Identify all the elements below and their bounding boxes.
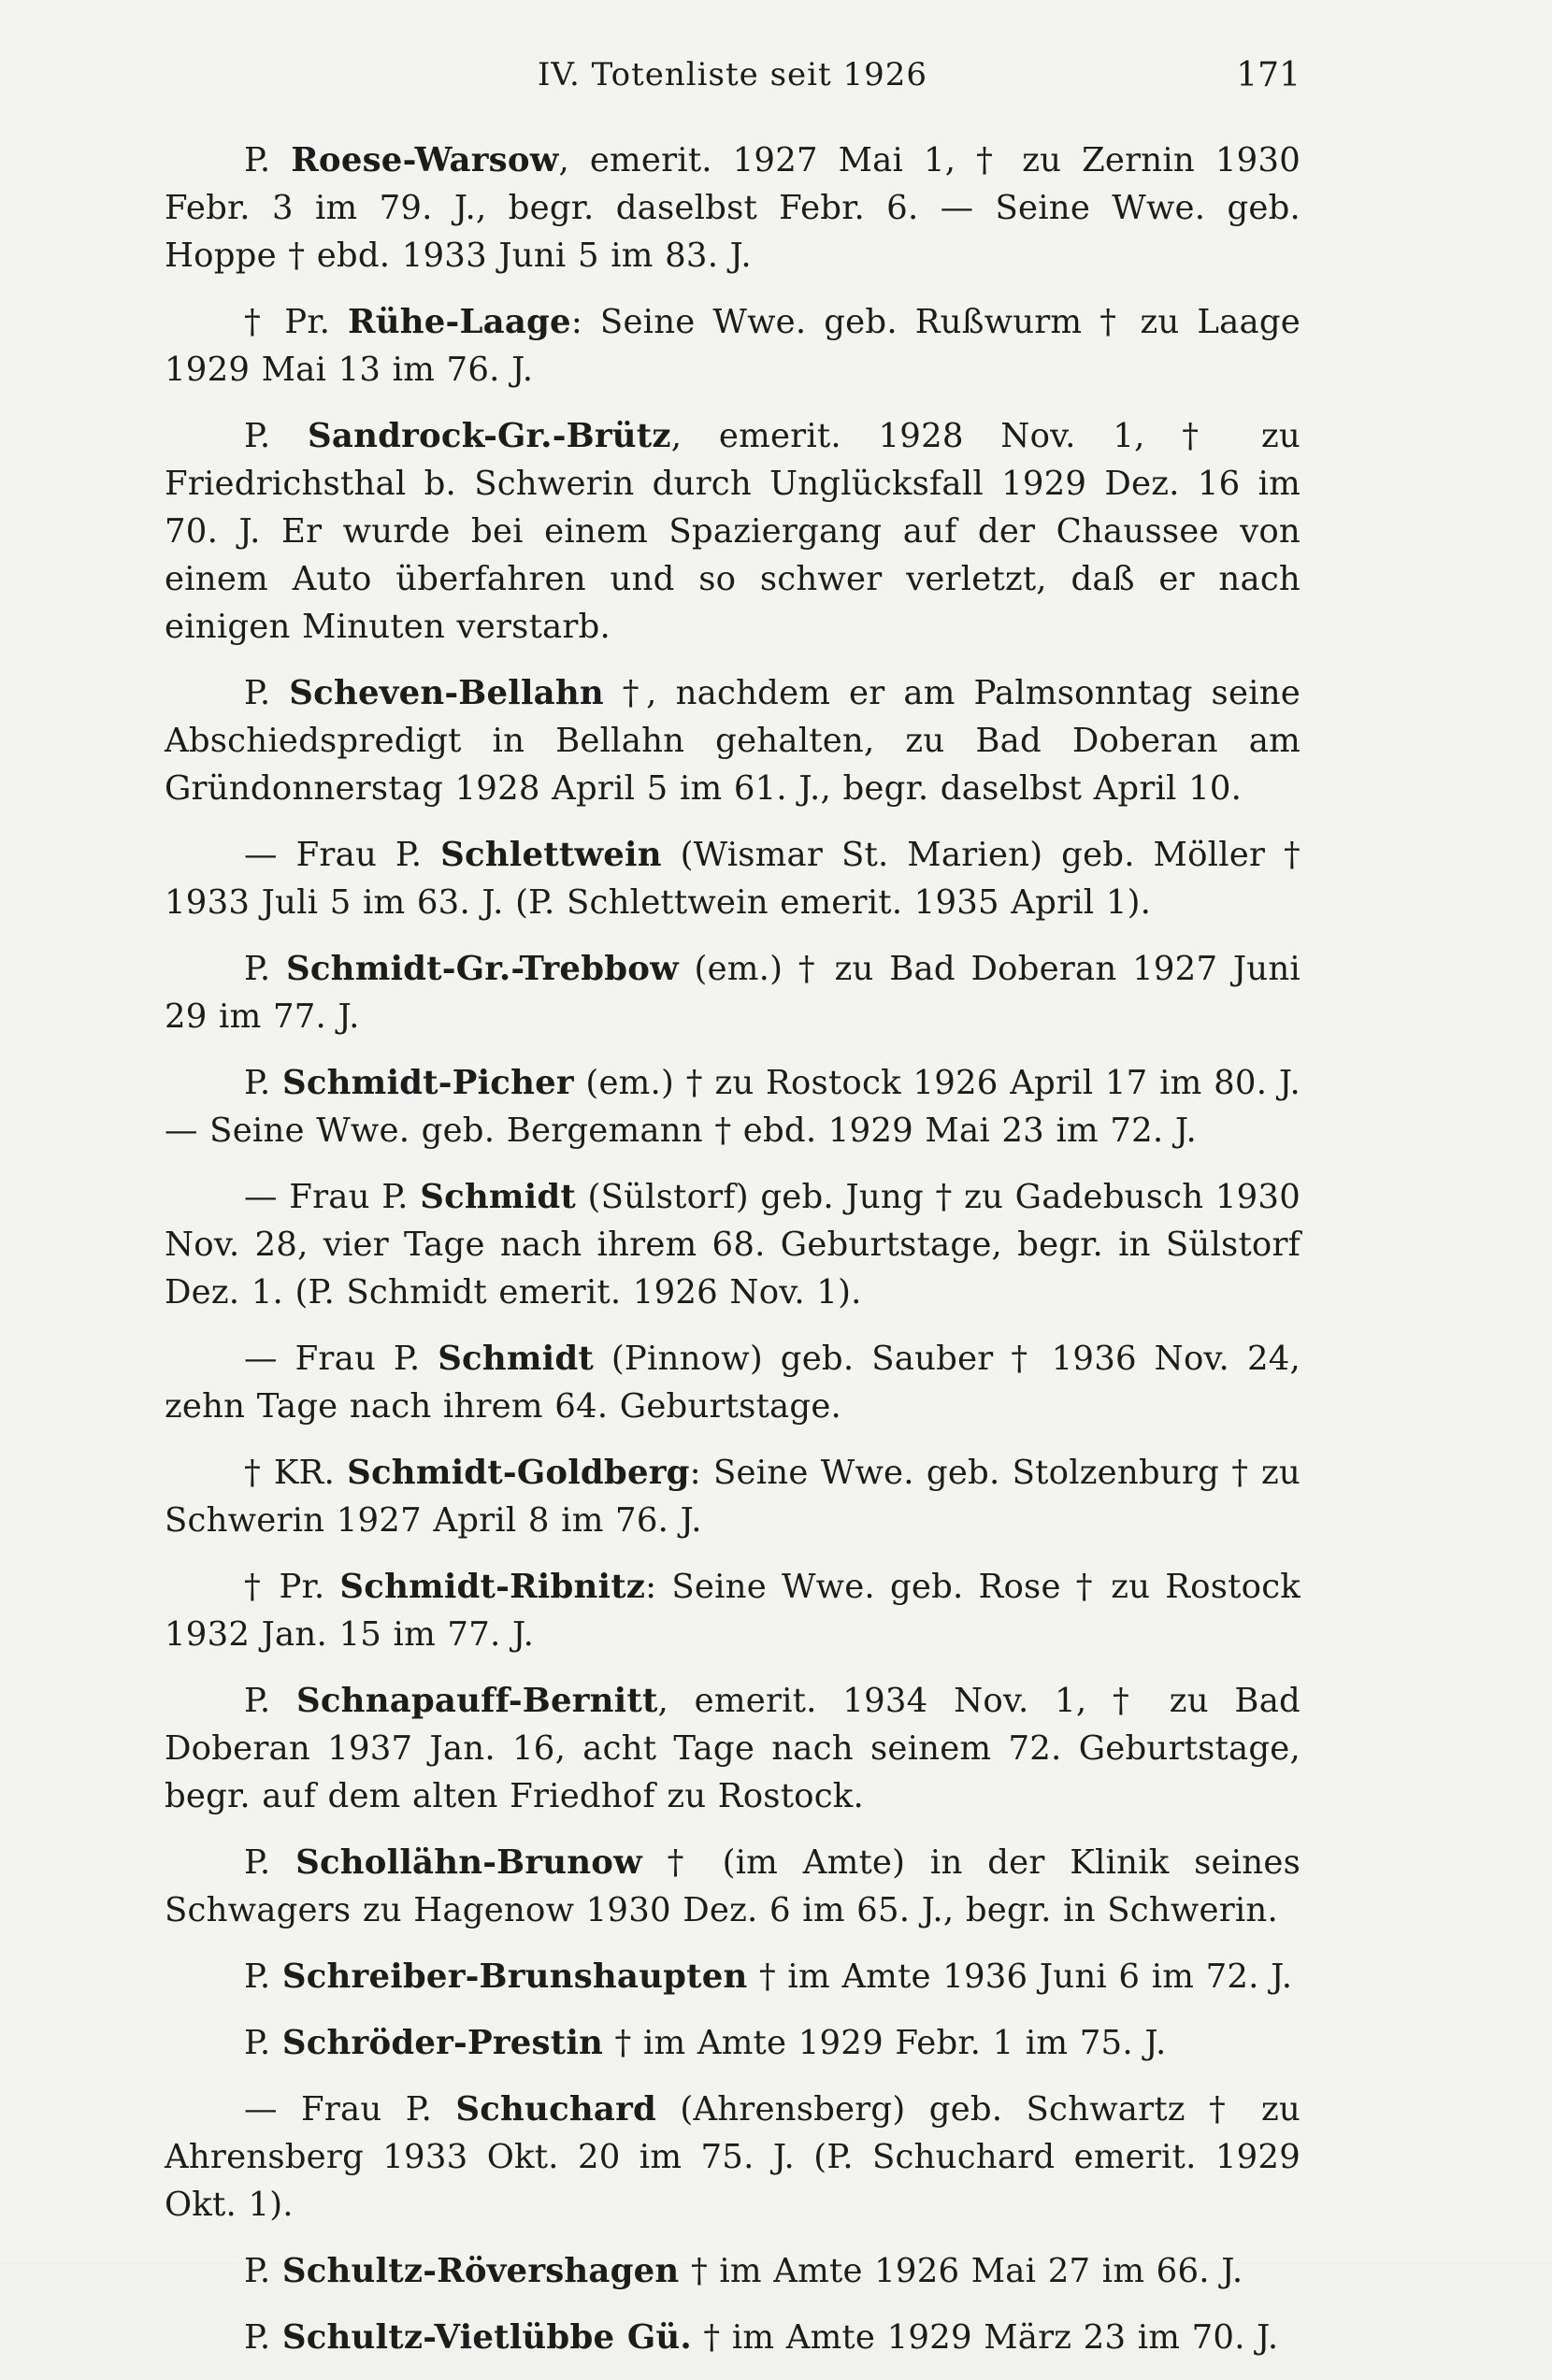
entry-text: (Ahrensberg) geb. Schwartz † zu Ahrensberg 1933 Okt. 20 im 75. J. (P. Schuchard emerit. 1929 Okt. 1). (165, 2090, 1301, 2224)
page-number: 171 (1236, 56, 1301, 94)
entry-name: Schmidt (438, 1340, 594, 1378)
entry-prefix: † KR. (244, 1454, 348, 1492)
entry-prefix: † Pr. (244, 303, 349, 341)
entry-prefix: P. (244, 1064, 283, 1102)
entry-prefix: — Frau P. (244, 1340, 438, 1378)
obituary-entry (165, 1173, 1301, 1316)
entry-text: : Seine Wwe. geb. Stolzenburg † zu Schwerin 1927 April 8 im 76. J. (165, 1454, 1301, 1540)
entry-name: Schnapauff-Bernitt (296, 1682, 658, 1720)
obituary-list (165, 136, 1301, 2380)
page-header (165, 56, 1301, 103)
entry-prefix: P. (244, 2252, 282, 2290)
entry-text: , emerit. 1934 Nov. 1, † zu Bad Doberan 1937 Jan. 16, acht Tage nach seinem 72. Geburtstage, begr. auf dem alten Friedhof zu Rostock. (165, 1682, 1301, 1815)
entry-name: Schuchard (455, 2090, 657, 2129)
entry-name: Schollähn-Brunow (295, 1843, 642, 1882)
obituary-entry (165, 1677, 1301, 1820)
obituary-entry (165, 298, 1301, 394)
entry-prefix: P. (244, 674, 290, 712)
entry-prefix: P. (244, 950, 287, 988)
obituary-entry (165, 945, 1301, 1040)
entry-text: , emerit. 1927 Mai 1, † zu Zernin 1930 Febr. 3 im 79. J., begr. daselbst Febr. 6. — Seine Wwe. geb. Hoppe † ebd. 1933 Juni 5 im 83. J. (165, 141, 1301, 275)
obituary-entry (165, 2019, 1301, 2067)
entry-text: (em.) † zu Bad Doberan 1927 Juni 29 im 77. J. (165, 950, 1301, 1036)
entry-prefix: P. (244, 1843, 296, 1882)
entry-text: † im Amte 1926 Mai 27 im 66. J. (679, 2252, 1243, 2290)
entry-prefix: — Frau P. (244, 836, 441, 874)
entry-text: † im Amte 1929 März 23 im 70. J. (691, 2318, 1279, 2357)
entry-name: Schreiber-Brunshaupten (281, 1957, 748, 1996)
entry-prefix: — Frau P. (244, 2090, 456, 2129)
entry-name: Rühe-Laage (348, 303, 571, 341)
entry-prefix: — Frau P. (244, 1178, 421, 1216)
obituary-entry (165, 1563, 1301, 1658)
entry-text: †, nachdem er am Palmsonntag seine Abschiedspredigt in Bellahn gehalten, zu Bad Doberan am Gründonnerstag 1928 April 5 im 61. J., begr. daselbst April 10. (165, 674, 1301, 808)
obituary-entry (165, 1059, 1301, 1154)
entry-name: Schmidt (420, 1178, 576, 1216)
obituary-entry (165, 136, 1301, 280)
entry-prefix: † Pr. (244, 1568, 340, 1606)
entry-prefix: P. (244, 1957, 282, 1996)
obituary-entry (165, 412, 1301, 651)
entry-text: † im Amte 1936 Juni 6 im 72. J. (747, 1957, 1293, 1996)
entry-text: (Wismar St. Marien) geb. Möller † 1933 Juli 5 im 63. J. (P. Schlettwein emerit. 1935 April 1). (165, 836, 1301, 922)
entry-text: (Sülstorf) geb. Jung † zu Gadebusch 1930 Nov. 28, vier Tage nach ihrem 68. Geburtstage, begr. in Sülstorf Dez. 1. (P. Schmidt emerit. 1926 Nov. 1). (165, 1178, 1301, 1312)
entry-text: (em.) † zu Rostock 1926 April 17 im 80. J. — Seine Wwe. geb. Bergemann † ebd. 1929 Mai 23 im 72. J. (165, 1064, 1301, 1150)
entry-name: Schmidt-Gr.-Trebbow (286, 950, 679, 988)
entry-name: Scheven-Bellahn (289, 674, 604, 712)
entry-name: Schultz-Rövershagen (281, 2252, 680, 2290)
entry-name: Schultz-Vietlübbe Gü. (281, 2318, 692, 2357)
obituary-entry (165, 669, 1301, 812)
entry-name: Schlettwein (440, 836, 662, 874)
obituary-entry (165, 2314, 1301, 2361)
entry-text: † im Amte 1929 Febr. 1 im 75. J. (603, 2024, 1167, 2062)
entry-name: Schmidt-Picher (282, 1064, 574, 1102)
entry-text: , emerit. 1928 Nov. 1, † zu Friedrichsthal b. Schwerin durch Unglücksfall 1929 Dez. 16 im 70. J. Er wurde bei einem Spaziergang auf der Chaussee von einem Auto überfahren und so schwer verletzt, daß er nach einigen Minuten verstarb. (165, 417, 1301, 646)
obituary-entry (165, 1449, 1301, 1544)
entry-text: : Seine Wwe. geb. Rose † zu Rostock 1932 Jan. 15 im 77. J. (165, 1568, 1301, 1654)
entry-name: Schmidt-Ribnitz (339, 1568, 646, 1606)
entry-prefix: P. (244, 141, 292, 179)
entry-prefix: P. (244, 2318, 282, 2357)
running-head: IV. Totenliste seit 1926 (537, 56, 928, 93)
obituary-entry (165, 831, 1301, 926)
entry-prefix: P. (244, 417, 309, 455)
obituary-entry (165, 2247, 1301, 2295)
entry-name: Roese-Warsow (291, 141, 559, 179)
obituary-entry (165, 1839, 1301, 1934)
obituary-entry (165, 1953, 1301, 2000)
entry-prefix: P. (244, 1682, 297, 1720)
entry-text: (Pinnow) geb. Sauber † 1936 Nov. 24, zehn Tage nach ihrem 64. Geburtstage. (165, 1340, 1301, 1426)
entry-name: Sandrock-Gr.-Brütz (308, 417, 671, 455)
entry-prefix: P. (244, 2024, 282, 2062)
obituary-entry (165, 2086, 1301, 2229)
entry-text: † (im Amte) in der Klinik seines Schwagers zu Hagenow 1930 Dez. 6 im 65. J., begr. in Schwerin. (165, 1843, 1301, 1929)
obituary-entry (165, 1335, 1301, 1430)
entry-text: : Seine Wwe. geb. Rußwurm † zu Laage 1929 Mai 13 im 76. J. (165, 303, 1301, 389)
entry-name: Schröder-Prestin (281, 2024, 604, 2062)
entry-name: Schmidt-Goldberg (347, 1454, 690, 1492)
